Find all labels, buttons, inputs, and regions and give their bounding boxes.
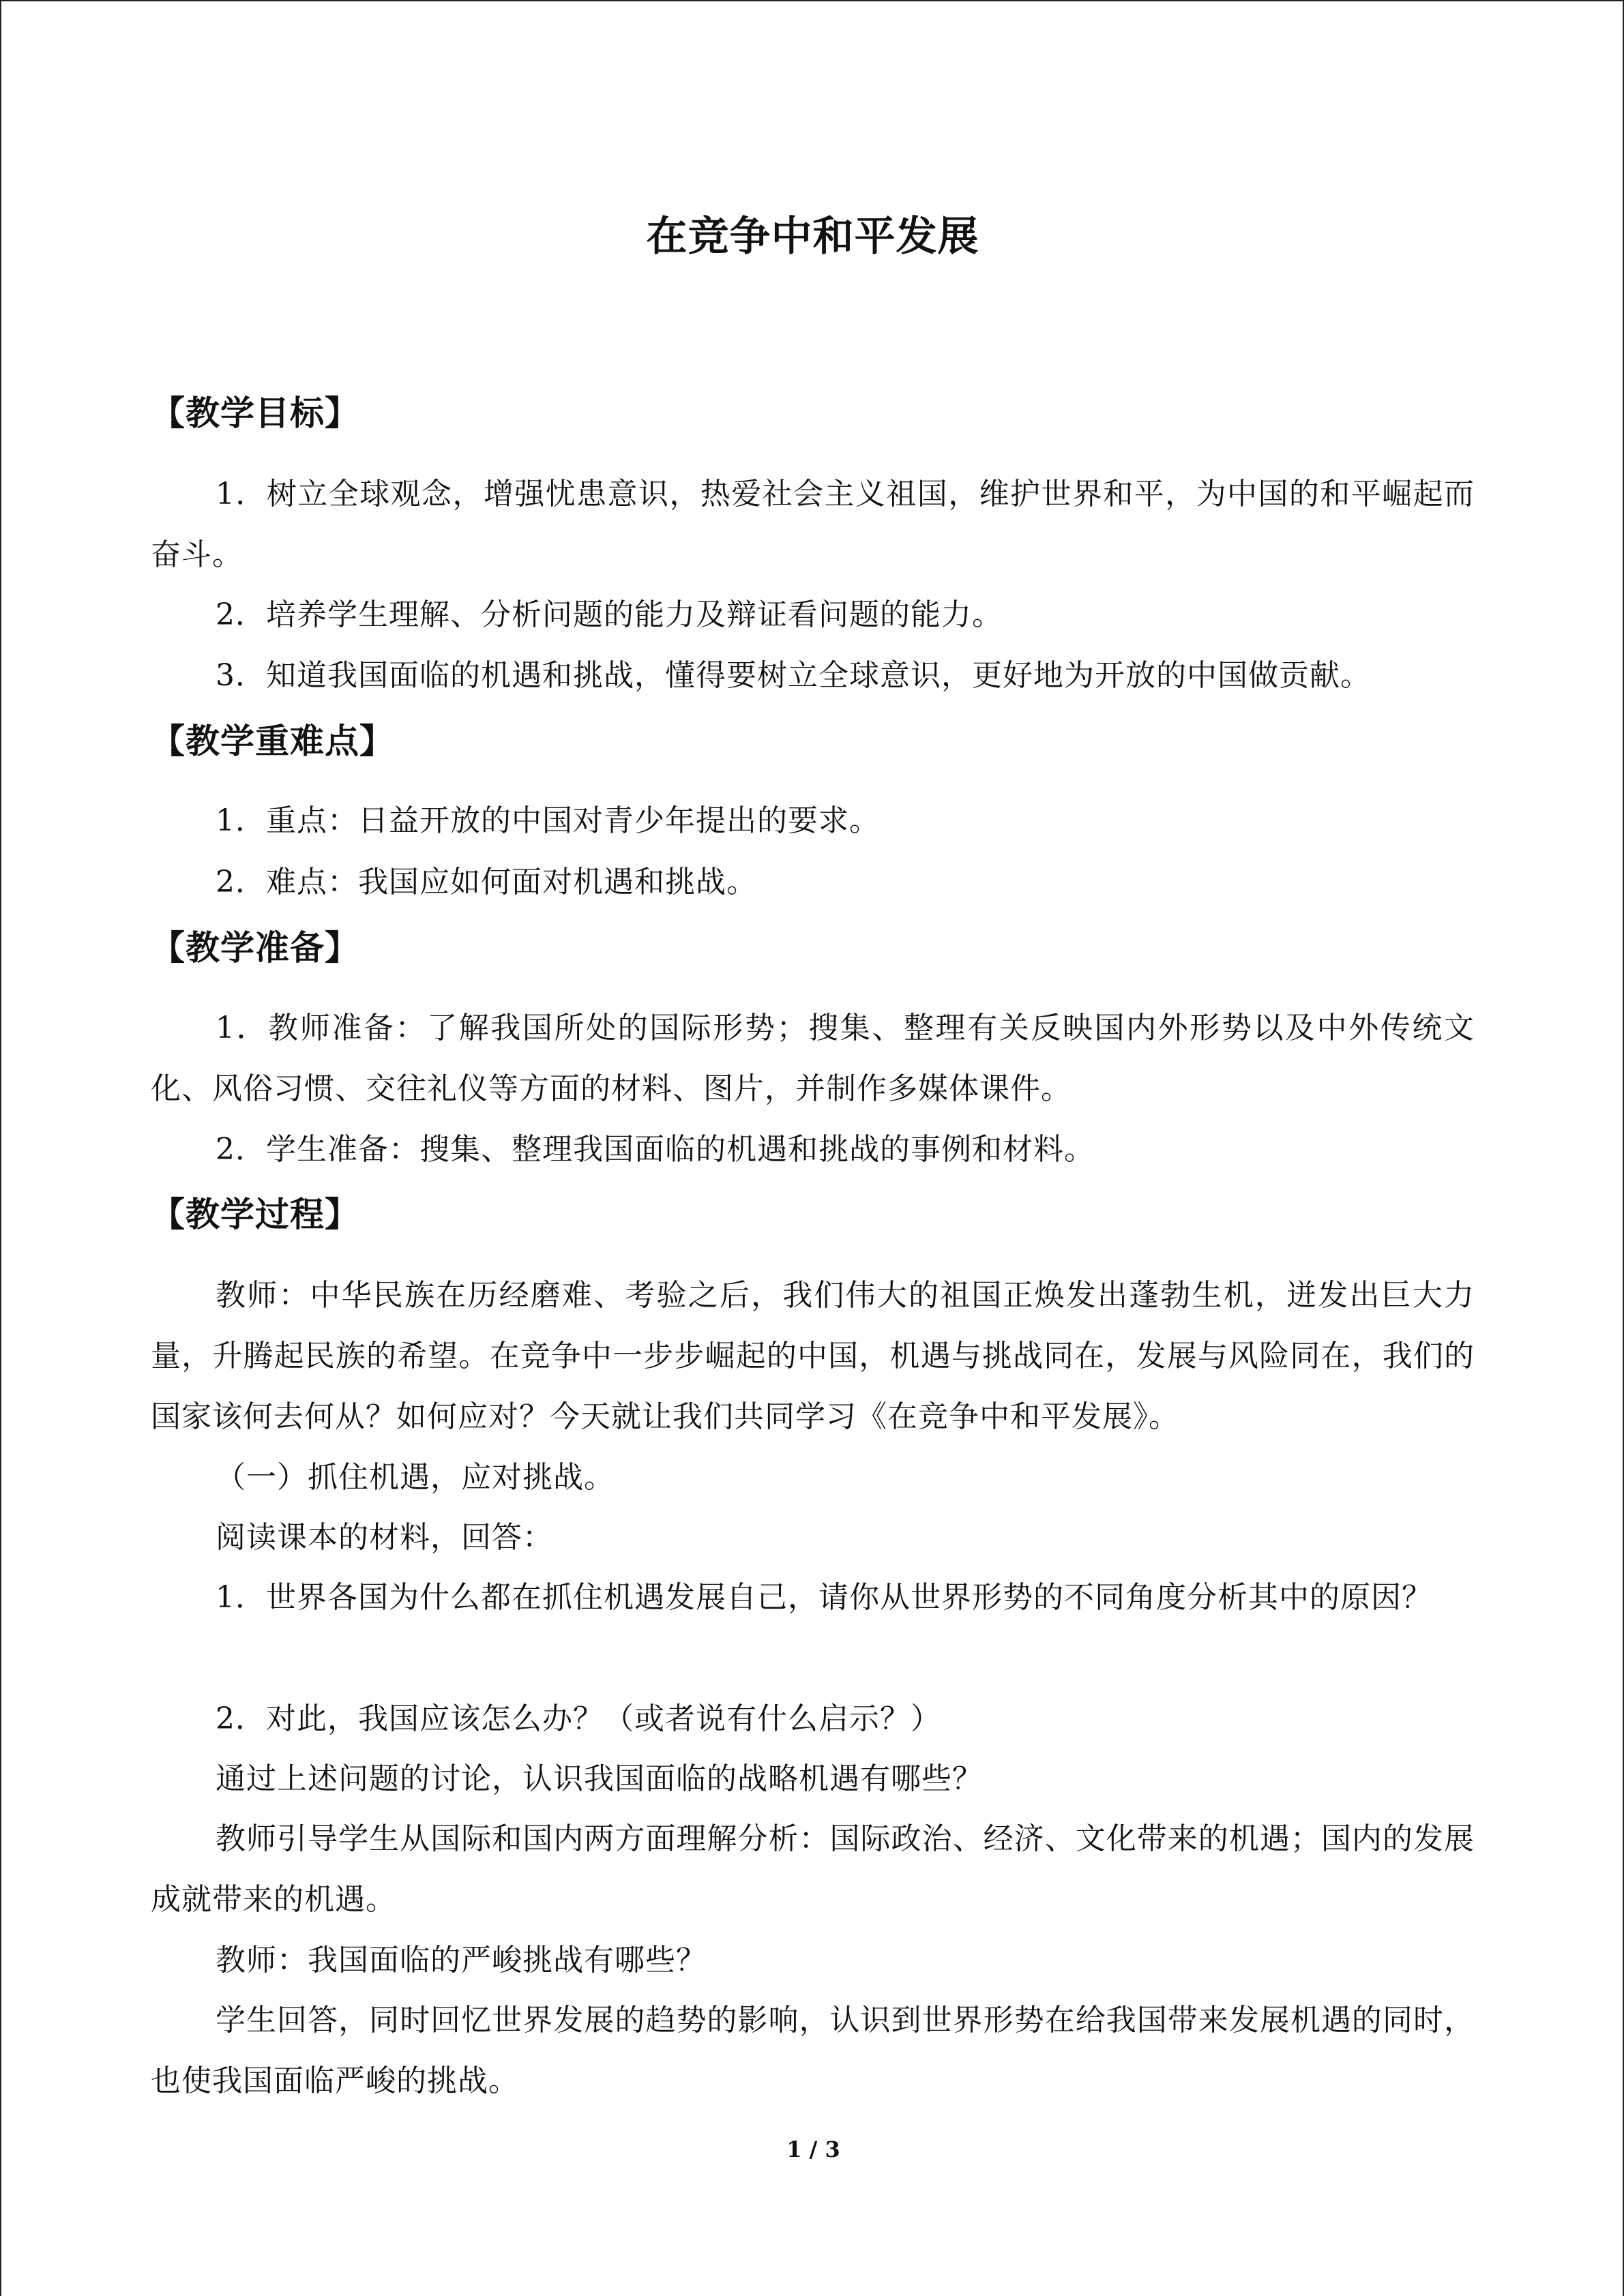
- process-paragraph: 1．世界各国为什么都在抓住机遇发展自己，请你从世界形势的不同角度分析其中的原因？: [216, 1580, 1432, 1615]
- preparation-item-2: 2．学生准备：搜集、整理我国面临的机遇和挑战的事例和材料。: [216, 1132, 1095, 1167]
- section-heading-objectives: 【教学目标】: [151, 393, 359, 433]
- objective-item-1: 1．树立全球观念，增强忧患意识，热爱社会主义祖国，维护世界和平，为中国的和平崛起而奋斗。: [151, 477, 1475, 572]
- process-paragraph: 教师：我国面临的严峻挑战有哪些？: [216, 1943, 707, 1978]
- page-number: 1 / 3: [786, 2136, 840, 2162]
- process-paragraph: 通过上述问题的讨论，认识我国面临的战略机遇有哪些？: [216, 1761, 983, 1796]
- objective-item-2: 2．培养学生理解、分析问题的能力及辩证看问题的能力。: [216, 597, 1003, 632]
- document-title: 在竞争中和平发展: [646, 213, 979, 260]
- process-paragraph: （一）抓住机遇，应对挑战。: [216, 1460, 615, 1495]
- section-heading-key-points: 【教学重难点】: [151, 721, 394, 761]
- process-paragraph: 学生回答，同时回忆世界发展的趋势的影响，认识到世界形势在给我国带来发展机遇的同时，也使我国面临严峻的挑战。: [151, 2003, 1475, 2098]
- process-paragraph: 阅读课本的材料，回答：: [216, 1520, 553, 1555]
- section-heading-preparation: 【教学准备】: [151, 928, 359, 968]
- key-point-item-1: 1．重点：日益开放的中国对青少年提出的要求。: [216, 803, 880, 838]
- process-paragraph: 2．对此，我国应该怎么办？（或者说有什么启示？）: [216, 1701, 941, 1736]
- process-paragraph: 教师：中华民族在历经磨难、考验之后，我们伟大的祖国正焕发出蓬勃生机，迸发出巨大力量，升腾起民族的希望。在竞争中一步步崛起的中国，机遇与挑战同在，发展与风险同在，我们的国家该何去何从？如何应对？今天就让我们共同学习《在竞争中和平发展》。: [151, 1278, 1475, 1434]
- objective-item-3: 3．知道我国面临的机遇和挑战，懂得要树立全球意识，更好地为开放的中国做贡献。: [216, 658, 1371, 693]
- section-heading-process: 【教学过程】: [151, 1195, 359, 1234]
- process-paragraph: 教师引导学生从国际和国内两方面理解分析：国际政治、经济、文化带来的机遇；国内的发展成就带来的机遇。: [151, 1821, 1475, 1917]
- preparation-item-1: 1．教师准备：了解我国所处的国际形势；搜集、整理有关反映国内外形势以及中外传统文化、风俗习惯、交往礼仪等方面的材料、图片，并制作多媒体课件。: [151, 1011, 1475, 1106]
- key-point-item-2: 2．难点：我国应如何面对机遇和挑战。: [216, 865, 757, 899]
